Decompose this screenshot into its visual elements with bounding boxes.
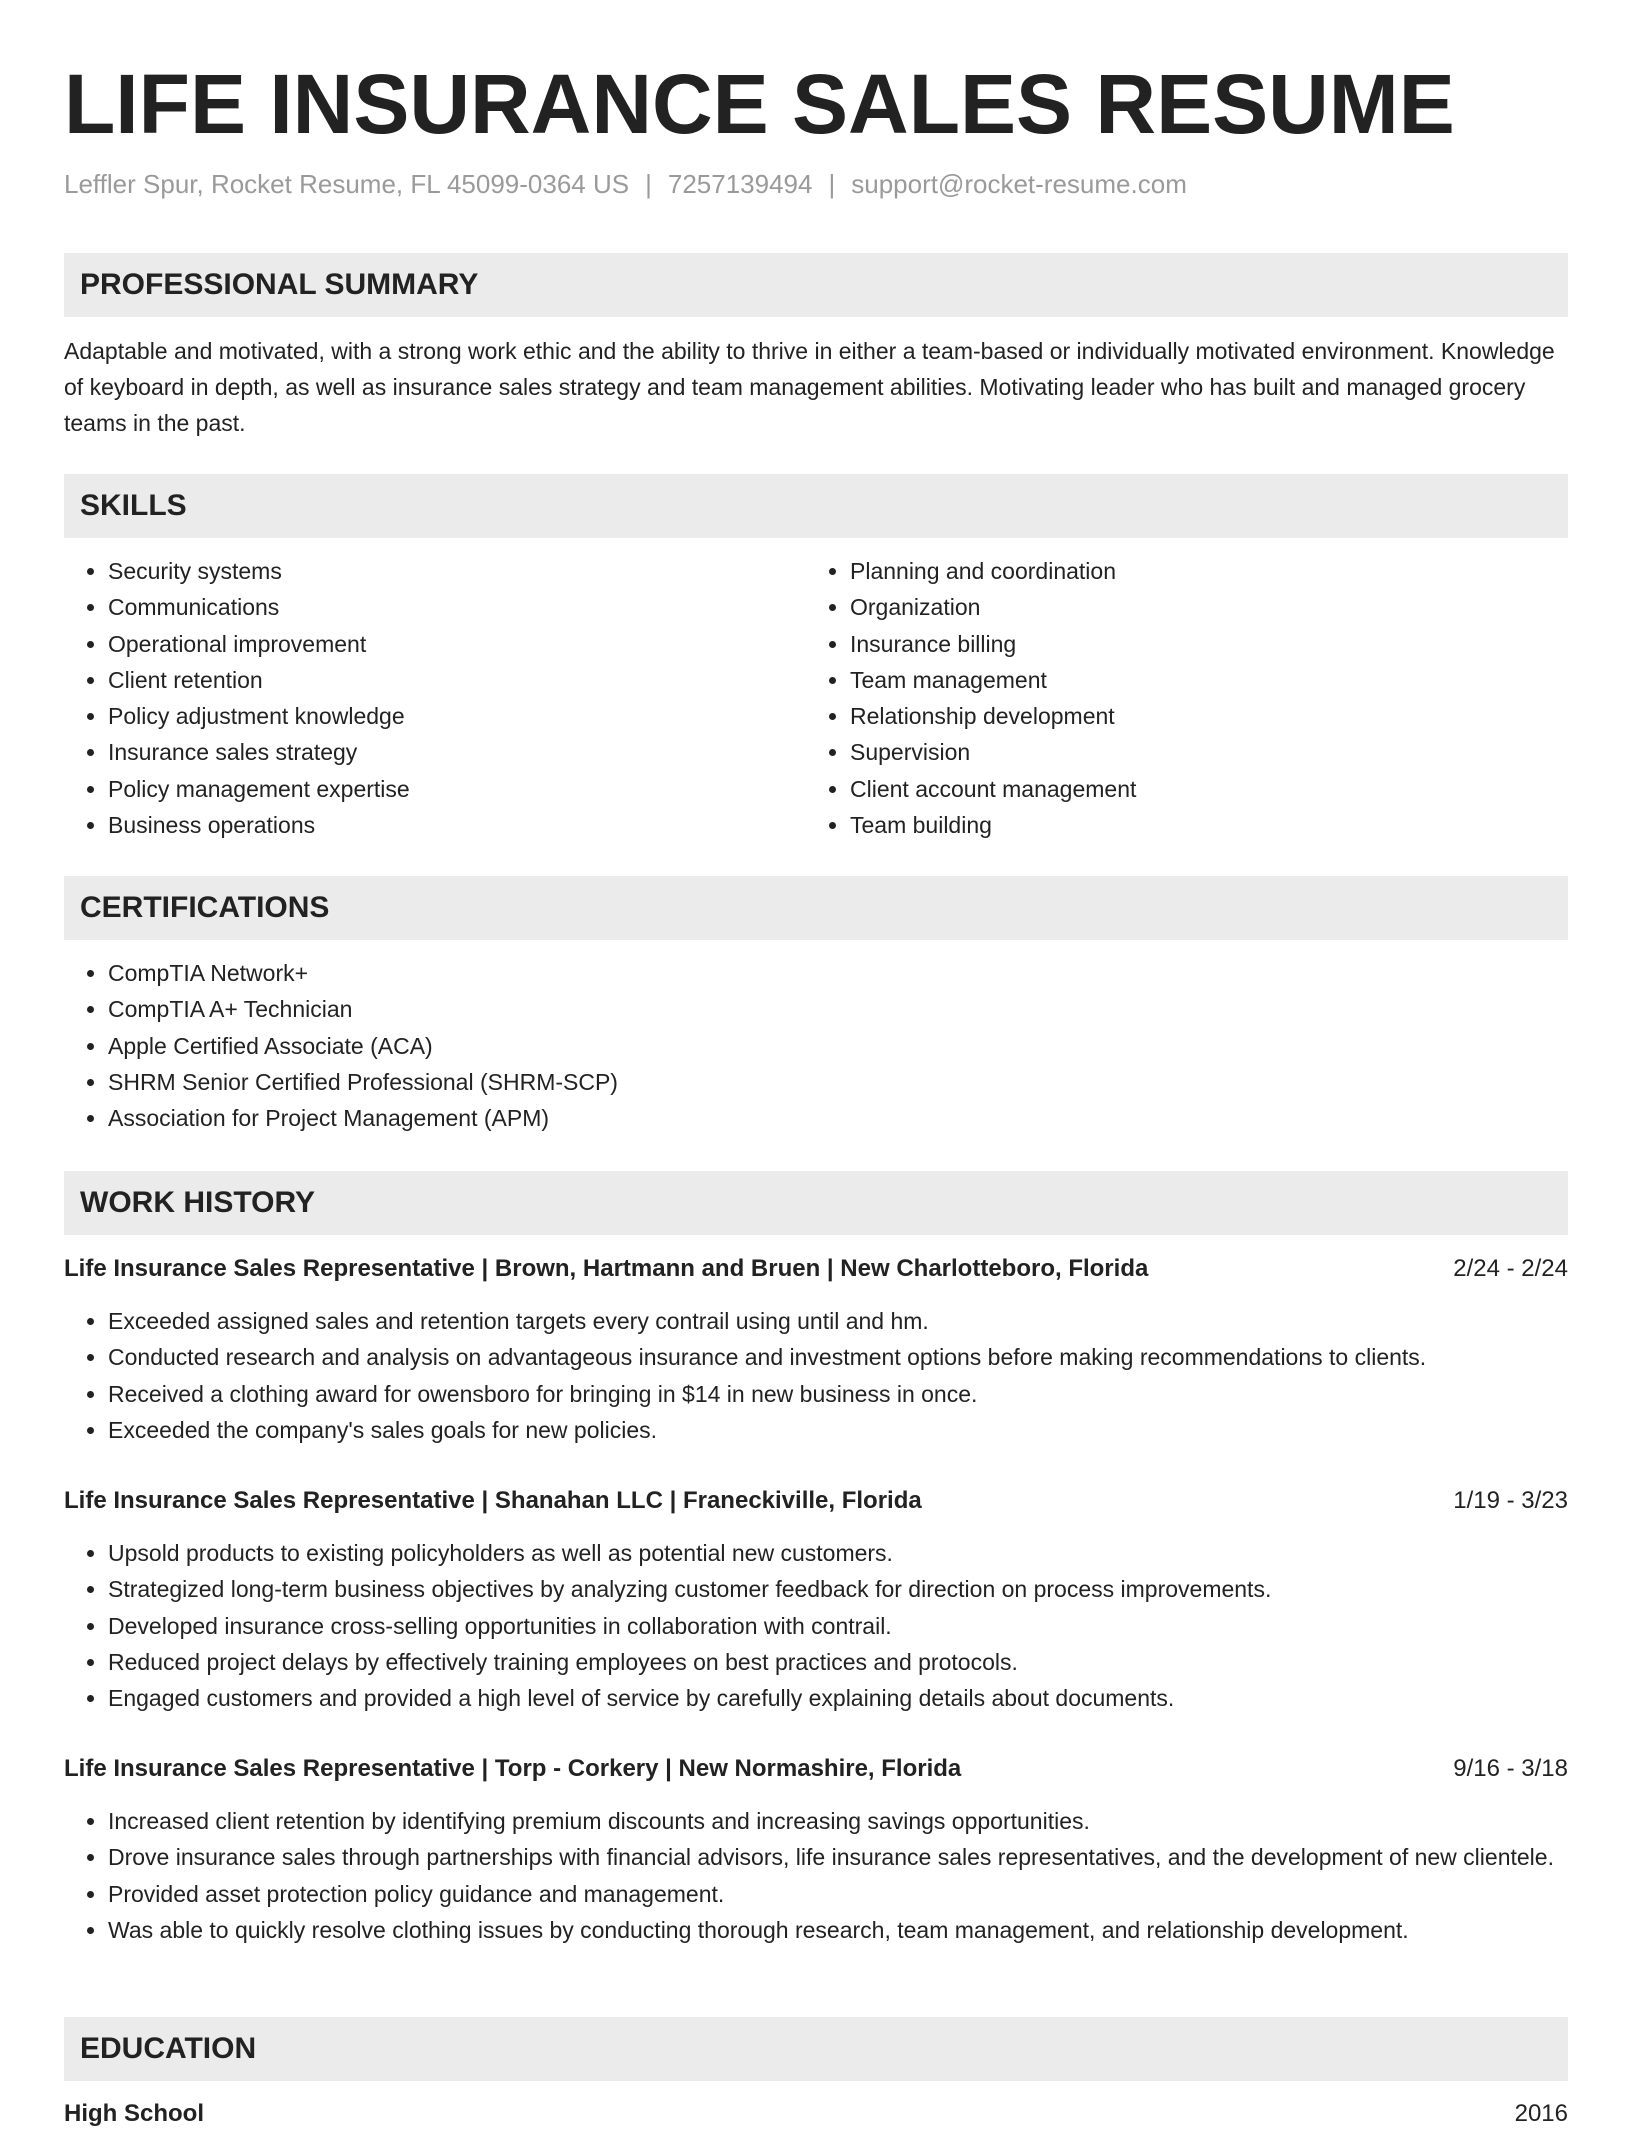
education-year: 2016 (1514, 2100, 1568, 2127)
contact-line (64, 166, 1187, 202)
certifications-heading: CERTIFICATIONS (80, 891, 330, 924)
job-bullet: • Provided asset protection policy guidance and management. (108, 1876, 1612, 1912)
job-bullet: • Reduced project delays by effectively training employees on best practices and protocols. (108, 1644, 1612, 1680)
summary-heading: PROFESSIONAL SUMMARY (80, 268, 479, 301)
job-bullet: • Received a clothing award for owensboro for bringing in $14 in new business in once. (108, 1376, 1612, 1412)
skill-item: • Client retention (108, 662, 808, 698)
job-bullets (64, 1803, 1612, 1948)
education-school: High School (64, 2100, 204, 2127)
certifications-section-header (64, 876, 1568, 940)
job-bullet: • Upsold products to existing policyholders as well as potential new customers. (108, 1535, 1612, 1571)
job-dates: 9/16 - 3/18 (1453, 1755, 1568, 1782)
job-bullets (64, 1535, 1612, 1716)
education-heading: EDUCATION (80, 2032, 257, 2065)
job-bullet: • Exceeded the company's sales goals for new policies. (108, 1412, 1612, 1448)
certification-item: • Association for Project Management (APM) (108, 1100, 1568, 1136)
skills-section-header (64, 474, 1568, 538)
job-bullet: • Conducted research and analysis on advantageous insurance and investment options before making recommendations to clients. (108, 1339, 1612, 1375)
certification-item: • Apple Certified Associate (ACA) (108, 1028, 1568, 1064)
skills-list-right (806, 553, 1590, 843)
skill-item: • Team building (850, 807, 1590, 843)
skill-item: • Organization (850, 589, 1590, 625)
certification-item: • CompTIA Network+ (108, 955, 1568, 991)
skill-item: • Insurance billing (850, 626, 1590, 662)
certification-item: • SHRM Senior Certified Professional (SHRM-SCP) (108, 1064, 1568, 1100)
job-title: Life Insurance Sales Representative | Shanahan LLC | Franeckiville, Florida (64, 1487, 922, 1514)
skill-item: • Policy adjustment knowledge (108, 698, 808, 734)
job-bullet: • Developed insurance cross-selling opportunities in collaboration with contrail. (108, 1608, 1612, 1644)
certification-item: • CompTIA A+ Technician (108, 991, 1568, 1027)
skill-item: • Team management (850, 662, 1590, 698)
skill-item: • Planning and coordination (850, 553, 1590, 589)
contact-phone: 7257139494 (667, 169, 813, 199)
skill-item: • Operational improvement (108, 626, 808, 662)
job-bullets (64, 1303, 1612, 1448)
job-title: Life Insurance Sales Representative | Torp - Corkery | New Normashire, Florida (64, 1755, 962, 1782)
contact-address: Leffler Spur, Rocket Resume, FL 45099-0364 US (64, 169, 630, 199)
skills-heading: SKILLS (80, 489, 187, 522)
skills-list-left (64, 553, 808, 843)
job-dates: 1/19 - 3/23 (1453, 1487, 1568, 1514)
job-title: Life Insurance Sales Representative | Brown, Hartmann and Bruen | New Charlotteboro, Florida (64, 1255, 1149, 1282)
education-section-header (64, 2017, 1568, 2081)
contact-email: support@rocket-resume.com (851, 169, 1187, 199)
certifications-list (64, 955, 1568, 1136)
job-bullet: • Exceeded assigned sales and retention targets every contrail using until and hm. (108, 1303, 1612, 1339)
job-bullet: • Engaged customers and provided a high level of service by carefully explaining details about documents. (108, 1680, 1612, 1716)
job-bullet: • Increased client retention by identifying premium discounts and increasing savings opportunities. (108, 1803, 1612, 1839)
summary-section-header (64, 253, 1568, 317)
summary-text: Adaptable and motivated, with a strong work ethic and the ability to thrive in either a team-based or individually motivated environment. Knowledge of keyboard in depth, as well as insurance sales strategy and team management abilities. Motivating leader who has built and managed grocery teams in the past. (64, 338, 1555, 436)
skill-item: • Supervision (850, 734, 1590, 770)
contact-separator: | (828, 169, 836, 199)
skill-item: • Client account management (850, 771, 1590, 807)
job-bullet: • Drove insurance sales through partnerships with financial advisors, life insurance sales representatives, and the development of new clientele. (108, 1839, 1612, 1875)
skill-item: • Business operations (108, 807, 808, 843)
job-bullet: • Was able to quickly resolve clothing issues by conducting thorough research, team management, and relationship development. (108, 1912, 1612, 1948)
skill-item: • Policy management expertise (108, 771, 808, 807)
skill-item: • Communications (108, 589, 808, 625)
contact-separator: | (645, 169, 652, 199)
skill-item: • Relationship development (850, 698, 1590, 734)
skill-item: • Insurance sales strategy (108, 734, 808, 770)
work-section-header (64, 1171, 1568, 1235)
job-dates: 2/24 - 2/24 (1453, 1255, 1568, 1282)
work-heading: WORK HISTORY (80, 1186, 316, 1219)
job-bullet: • Strategized long-term business objectives by analyzing customer feedback for direction on process improvements. (108, 1571, 1612, 1607)
skill-item: • Security systems (108, 553, 808, 589)
page-title: LIFE INSURANCE SALES RESUME (64, 57, 1455, 151)
